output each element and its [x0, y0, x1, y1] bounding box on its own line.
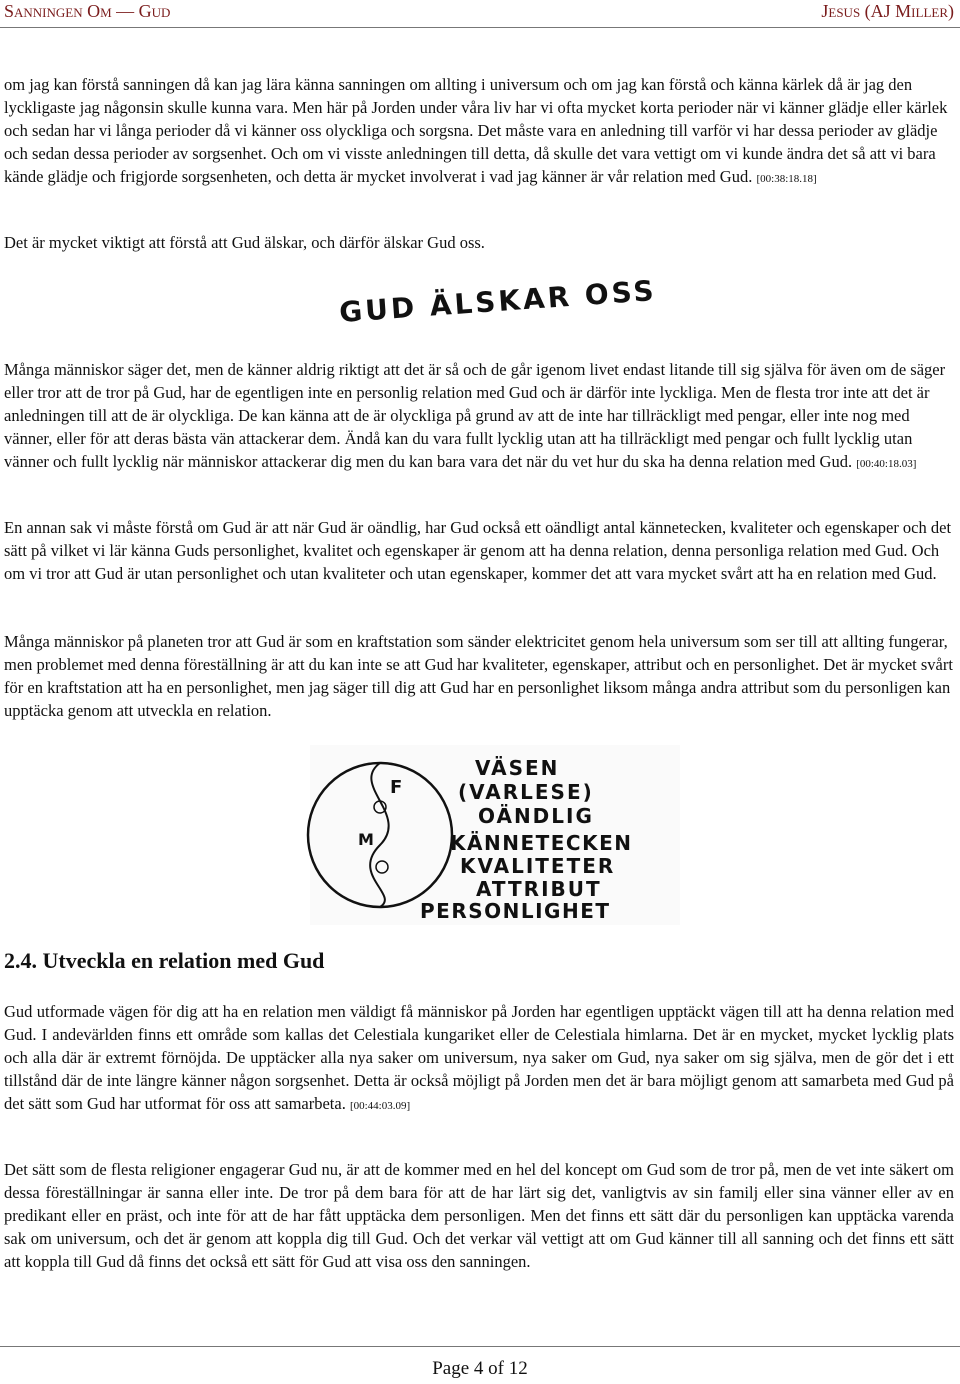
handwritten-heading-text: GUD ÄLSKAR OSS — [338, 273, 658, 329]
timestamp: [00:38:18.18] — [756, 173, 817, 185]
timestamp: [00:44:03.09] — [349, 1100, 411, 1112]
header-rule — [0, 27, 960, 28]
section-heading: 2.4. Utveckla en relation med Gud — [4, 948, 325, 973]
paragraph-6 — [4, 1000, 954, 1118]
header-document-title: Sanningen Om — Gud — [4, 1, 171, 21]
word-varlese: (VARLESE) — [458, 780, 594, 804]
handwritten-heading-graphic — [338, 273, 658, 330]
paragraph-5: Många människor på planeten tror att Gud är som en kraftstation som sänder elektricitet genom hela universum som ser till att allting fungerar, men problemet med denna föreställning är att du kan inte se att Gud har kvaliteter, egenskaper, attribut och en personlighet. Det är mycket svårt för en kraftstation att ha en personlighet, men jag säger till dig att Gud har en personlighet liksom många andra attribut som du personligen kan upptäcka genom att utveckla en relation. — [4, 632, 953, 720]
paragraph-3 — [4, 358, 954, 476]
paragraph-3-text: Många människor säger det, men de känner aldrig riktigt att det är så och de går igenom livet endast litande till sig själva för även om de säger eller tror att de tror på Gud, har de egentligen inte en personlig relation med Gud och är därför inte lyckliga. Men de flesta tror inte att det är anledningen till att de är olyckliga. De kan känna att de är olyckliga på grund av att de inte har tillräckligt med pengar, eller inte nog med vänner, eller för att deras bästa vän attackerar dem. Ändå kan du vara fullt lycklig utan att ha tillräckligt med pengar och fullt lycklig utan vänner och fullt lycklig när människor attackerar dig men du kan bara vara det när du vet hur du ska ha denna relation med Gud. — [4, 360, 946, 471]
yin-yang-sketch — [310, 745, 680, 925]
page-header — [0, 0, 960, 30]
handwritten-heading — [338, 273, 658, 330]
header-author: Jesus (AJ Miller) — [821, 1, 954, 21]
word-vasen: VÄSEN — [475, 756, 560, 780]
timestamp: [00:40:18.03] — [856, 458, 917, 470]
yin-yang-outer-circle — [308, 763, 452, 907]
footer-rule — [0, 1346, 960, 1347]
paragraph-4: En annan sak vi måste förstå om Gud är att när Gud är oändlig, har Gud också ett oändligt antal kännetecken, kvaliteter och egenskaper och det sätt på vilket vi lär känna Guds personlighet, kvalitet och egenskaper är genom att ha denna relation, denna personliga relation med Gud. Och om vi tror att Gud är utan personlighet och utan kvaliteter och utan egenskaper, kommer det att vara mycket svårt att ha en relation med Gud. — [4, 518, 952, 583]
word-attribut: ATTRIBUT — [476, 877, 602, 901]
word-oandlig: OÄNDLIG — [478, 804, 594, 828]
yin-yang-dot-bottom — [376, 861, 388, 873]
paragraph-1 — [4, 73, 954, 191]
label-f: F — [390, 777, 403, 798]
paragraph-1-text: om jag kan förstå sanningen då kan jag lära känna sanningen om allting i universum och om jag kan förstå och känna kärlek då är jag den lyckligaste jag någonsin skulle kunna vara. Men här på Jorden under våra liv har vi ofta mycket korta perioder när vi känner glädje eller kärlek och sedan har vi långa perioder då vi känner oss olyckliga och sorgsna. Det måste vara en anledning till varför vi har dessa perioder av glädje och sedan dessa perioder av sorgsenhet. Och om vi visste anledningen till detta, då skulle det vara vettigt om vi kunde ändra det så att vi bara kände glädje och frigjorde sorgsenheten, och detta är mycket involverat i vad jag känner är vår relation med Gud. — [4, 75, 948, 186]
label-m: M — [358, 830, 374, 849]
paragraph-6-text: Gud utformade vägen för dig att ha en relation men väldigt få människor på Jorden har egentligen upptäckt vägen till att ha denna relation med Gud. I andevärlden finns ett område som kallas det Celestiala kungariket eller de Celestiala himlarna. Det är en mycket, mycket lycklig plats och alla där är extremt förnöjda. De upptäcker alla nya saker om universum, nya saker om Gud, nya saker om sig själva, men de gör det i ett tillstånd där de inte längre känner någon sorgsenhet. Detta är också möjligt på Jorden men det är bara möjligt genom att samarbeta med Gud på det sätt som Gud har utformat för oss att samarbeta. — [4, 1002, 954, 1113]
paragraph-7: Det sätt som de flesta religioner engagerar Gud nu, är att de kommer med en hel del koncept om Gud som de tror på, men de vet inte säkert om dessa föreställningar är sanna eller inte. De tror på dem bara för att de har lärt sig det, vanligtvis av sin familj eller sina vänner eller av en predikant eller en präst, och inte för att de har fått upptäcka dem personligen. Men det finns ett sätt där du personligen kan upptäcka varenda sak om universum, och det är genom att koppla dig till Gud. Och det verkar väl vettigt att om Gud känner till all sanning och det finns ett sätt att koppla till Gud då finns det också ett sätt för Gud att visa oss den sanningen. — [4, 1160, 954, 1271]
word-personlighet: PERSONLIGHET — [420, 899, 611, 923]
word-kvaliteter: KVALITETER — [460, 854, 616, 878]
word-kannetecken: KÄNNETECKEN — [450, 831, 633, 855]
page-number: Page 4 of 12 — [432, 1358, 528, 1379]
yin-yang-diagram — [310, 745, 680, 925]
paragraph-2: Det är mycket viktigt att förstå att Gud älskar, och därför älskar Gud oss. — [4, 233, 485, 252]
